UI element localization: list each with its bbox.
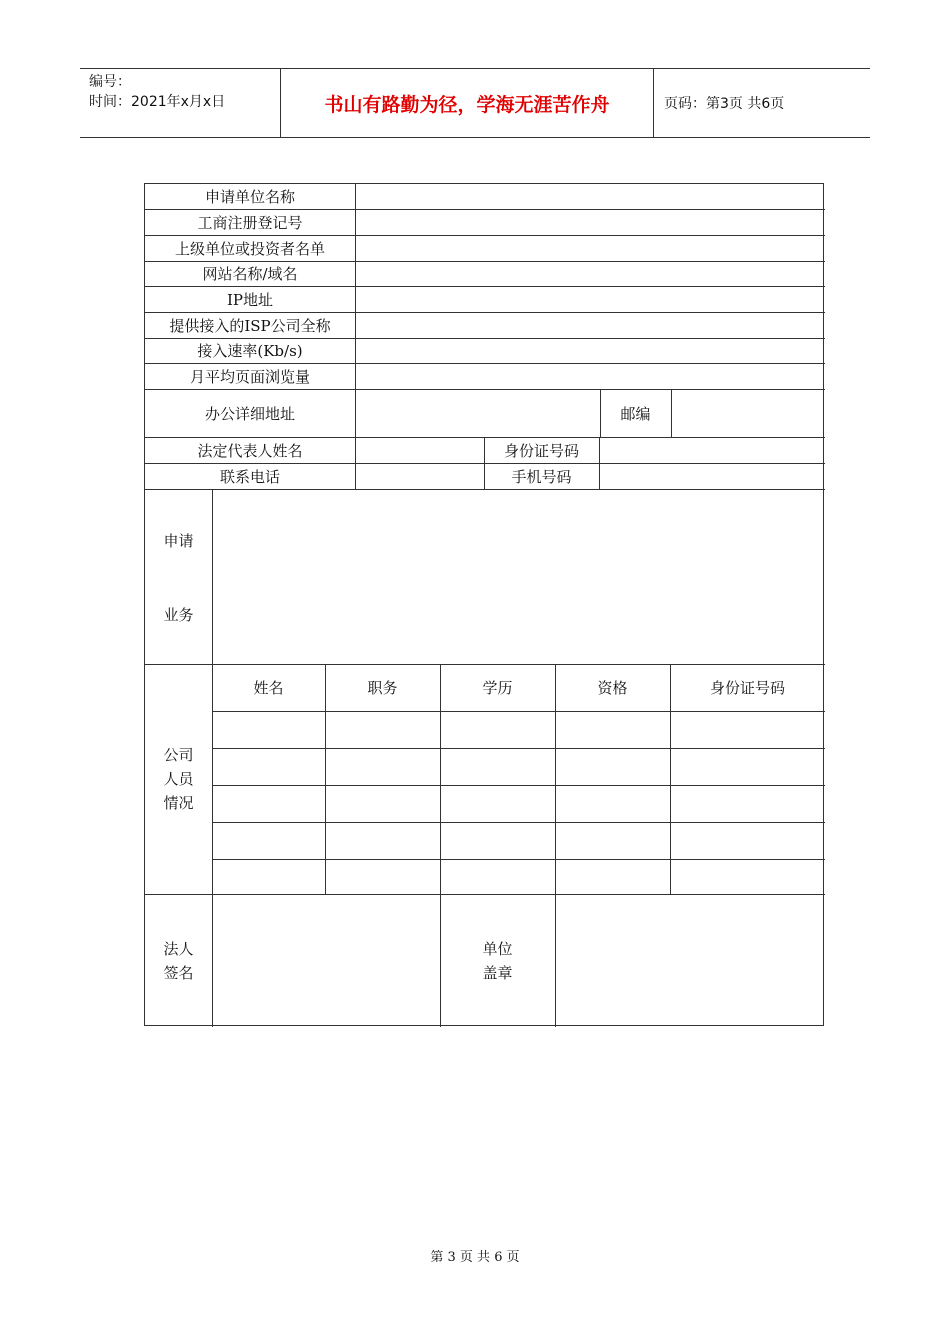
unit-seal-label — [440, 894, 555, 1027]
superior-unit-label: 上级单位或投资者名单 — [174, 239, 325, 258]
postcode-label: 邮编 — [620, 404, 651, 423]
page-info: 页码：第3页 共6页 — [664, 96, 785, 112]
id-number-label: 身份证号码 — [503, 441, 579, 460]
staff-col-education: 学历 — [482, 679, 513, 697]
business-reg-label: 工商注册登记号 — [197, 213, 303, 232]
staff-label-line3: 情况 — [163, 794, 194, 812]
staff-label-line2: 人员 — [163, 770, 194, 788]
legal-sign-line1: 法人 — [163, 939, 194, 958]
website-domain-label: 网站名称/域名 — [202, 265, 298, 283]
seal-line1: 单位 — [482, 939, 513, 958]
seal-line2: 盖章 — [482, 963, 513, 982]
phone-label: 联系电话 — [219, 467, 280, 486]
isp-name-label: 提供接入的ISP公司全称 — [169, 316, 331, 335]
staff-col-position: 职务 — [367, 679, 398, 697]
mobile-label: 手机号码 — [511, 467, 572, 486]
unit-name-label: 申请单位名称 — [204, 188, 295, 206]
staff-label-line1: 公司 — [163, 746, 194, 764]
application-form — [144, 183, 824, 1026]
legal-signature-label — [145, 894, 212, 1027]
monthly-pv-label: 月平均页面浏览量 — [189, 367, 310, 386]
ip-address-label: IP地址 — [226, 290, 274, 309]
staff-col-name: 姓名 — [253, 679, 284, 697]
doc-meta — [80, 69, 281, 137]
slogan: 书山有路勤为径，学海无涯苦作舟 — [281, 69, 654, 137]
business-label-line2: 业务 — [163, 605, 194, 624]
number-label: 编号： — [89, 74, 131, 90]
staff-col-qualification: 资格 — [597, 679, 628, 697]
date-label: 时间：2021年x月x日 — [89, 94, 226, 110]
staff-section-label — [145, 664, 212, 894]
access-rate-label: 接入速率(Kb/s) — [197, 342, 303, 360]
legal-sign-line2: 签名 — [163, 963, 194, 982]
page-footer: 第 3 页 共 6 页 — [430, 1250, 520, 1265]
staff-col-id-number: 身份证号码 — [709, 679, 785, 697]
address-label: 办公详细地址 — [204, 404, 295, 423]
business-label-line1: 申请 — [163, 531, 194, 550]
page-header — [80, 68, 870, 138]
legal-rep-label: 法定代表人姓名 — [197, 441, 303, 460]
